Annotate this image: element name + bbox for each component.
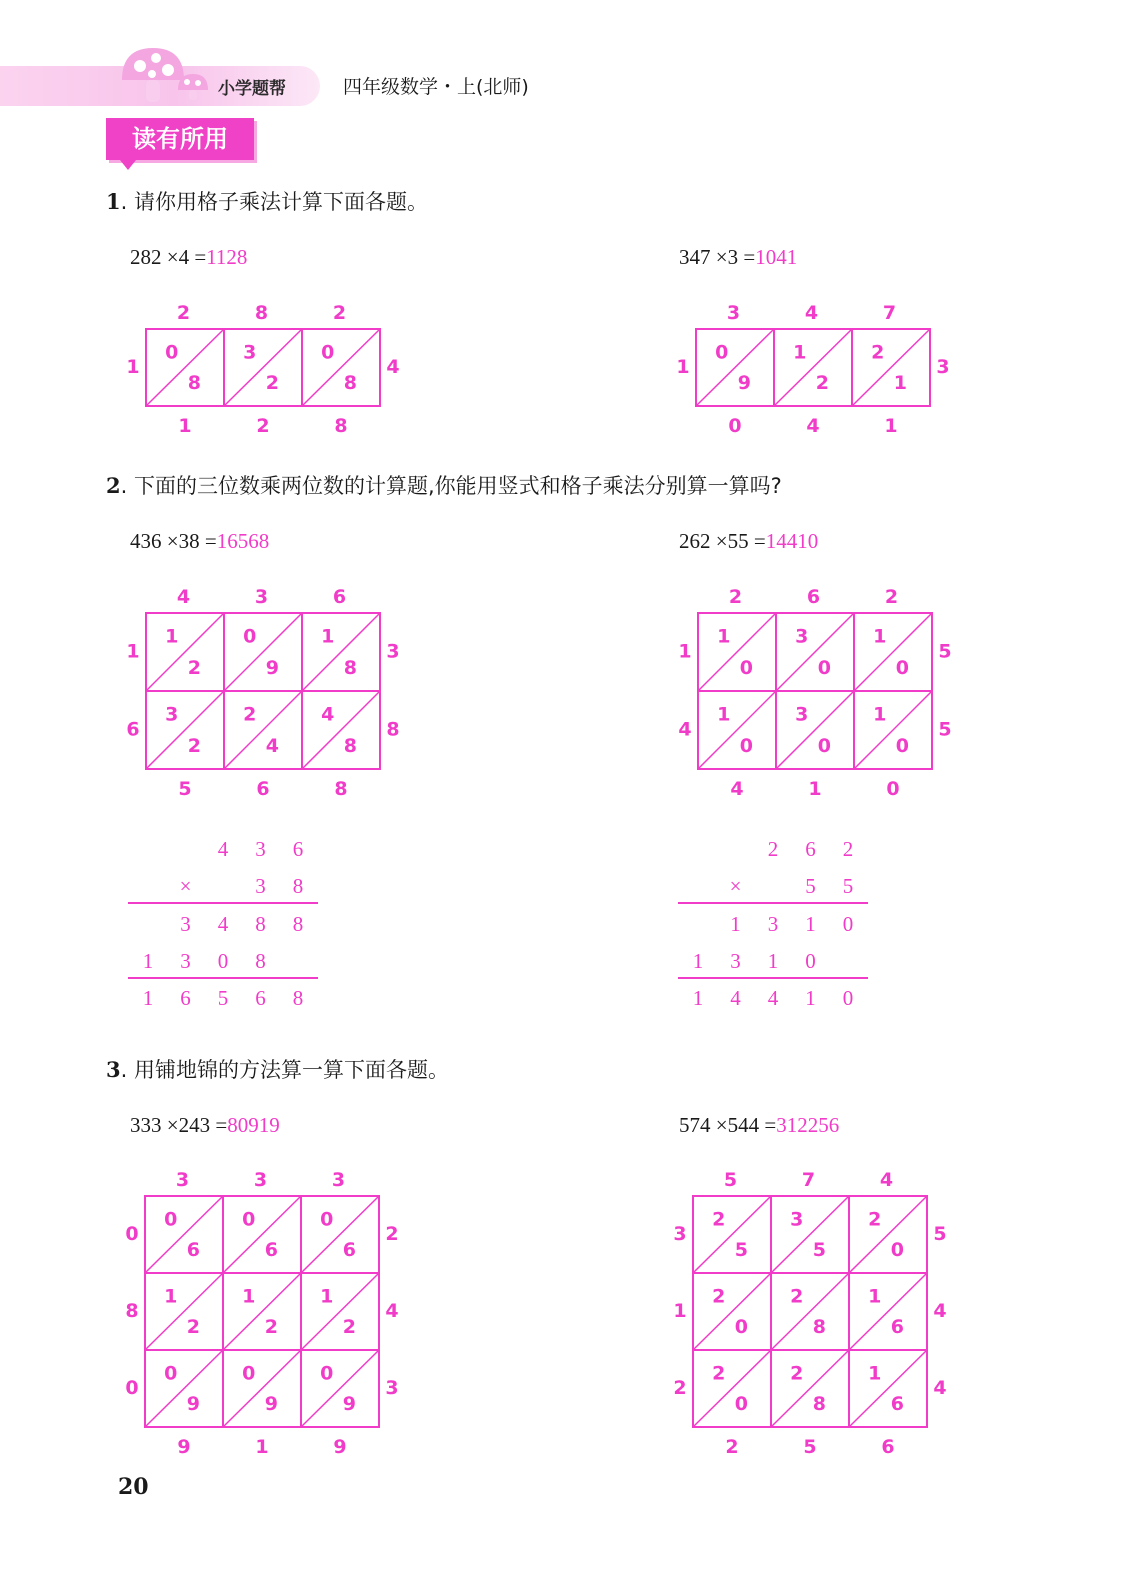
- cell-ones-digit: 8: [343, 372, 357, 395]
- partial-product-2-digit: 1: [767, 949, 779, 973]
- right-digit: 4: [386, 355, 400, 378]
- cell-ones-digit: 0: [734, 1316, 748, 1339]
- cell-diagonal: [693, 1350, 771, 1427]
- answer: 16568: [216, 529, 270, 553]
- cell-tens-digit: 4: [321, 703, 335, 726]
- top-digit: 3: [254, 586, 269, 608]
- bottom-digit: 0: [728, 415, 742, 437]
- cell-diagonal: [776, 613, 854, 691]
- right-digit: 5: [938, 640, 952, 663]
- top-digit: 3: [175, 1169, 190, 1191]
- cell-tens-digit: 2: [790, 1362, 804, 1385]
- cell-diagonal: [774, 329, 852, 406]
- cell-ones-digit: 9: [342, 1393, 356, 1416]
- cell-diagonal: [771, 1273, 849, 1350]
- cell-diagonal: [301, 1196, 379, 1273]
- question-number: 1: [106, 189, 121, 214]
- multiplier-digit: 5: [842, 874, 854, 898]
- question-3: [106, 1054, 449, 1084]
- lattice-svg: [653, 1156, 967, 1467]
- cell-diagonal: [771, 1196, 849, 1273]
- cell-diagonal: [849, 1273, 927, 1350]
- top-digit: 6: [806, 586, 821, 608]
- lattice-grid-q2-left: [106, 573, 420, 813]
- multiplier-digit: 5: [805, 874, 816, 898]
- cell-tens-digit: 1: [868, 1285, 882, 1308]
- multiplicand-digit: 6: [805, 837, 816, 861]
- bottom-digit: 8: [334, 415, 348, 437]
- cell-ones-digit: 0: [734, 1393, 748, 1416]
- expression: 574 ×544 =: [679, 1113, 777, 1137]
- partial-product-2-digit: 1: [142, 949, 154, 973]
- equation-q2-left: [130, 529, 269, 554]
- cell-diagonal: [854, 691, 932, 769]
- partial-product-1-digit: 8: [292, 912, 304, 936]
- left-digit: 4: [678, 718, 692, 741]
- cell-ones-digit: 2: [187, 656, 201, 679]
- bottom-digit: 5: [803, 1436, 817, 1458]
- lattice-grid-q3-left: [105, 1156, 419, 1471]
- lattice-svg: [106, 289, 420, 446]
- expression: 262 ×55 =: [679, 529, 766, 553]
- partial-product-1-digit: 3: [180, 912, 191, 936]
- cell-ones-digit: 8: [343, 656, 357, 679]
- left-digit: 8: [125, 1299, 139, 1322]
- partial-product-1-digit: 1: [805, 912, 816, 936]
- multiplicand-digit: 2: [767, 837, 779, 861]
- cell-tens-digit: 3: [165, 703, 179, 726]
- left-digit: 0: [125, 1376, 139, 1399]
- result-digit: 4: [767, 986, 779, 1010]
- bottom-digit: 1: [808, 778, 822, 800]
- left-digit: 6: [126, 718, 140, 741]
- result-digit: 0: [842, 986, 854, 1010]
- page-number: 20: [118, 1474, 149, 1500]
- right-digit: 5: [938, 718, 952, 741]
- cell-ones-digit: 0: [739, 656, 753, 679]
- equation-q3-right: [679, 1113, 839, 1138]
- partial-product-2-digit: 3: [180, 949, 191, 973]
- right-digit: 3: [386, 640, 400, 663]
- expression: 282 ×4 =: [130, 245, 207, 269]
- answer: 80919: [227, 1113, 280, 1137]
- cell-tens-digit: 1: [242, 1285, 256, 1308]
- cell-ones-digit: 5: [734, 1239, 748, 1262]
- cell-diagonal: [146, 613, 224, 691]
- cell-diagonal: [301, 1350, 379, 1427]
- multiplier-digit: 8: [292, 874, 304, 898]
- cell-tens-digit: 3: [795, 703, 809, 726]
- section-tag: 读有所用: [106, 118, 254, 160]
- cell-diagonal: [693, 1273, 771, 1350]
- cell-tens-digit: 2: [871, 341, 885, 364]
- cell-ones-digit: 8: [812, 1393, 826, 1416]
- cell-tens-digit: 0: [321, 341, 335, 364]
- result-digit: 4: [730, 986, 741, 1010]
- top-digit: 3: [331, 1169, 346, 1191]
- cell-tens-digit: 0: [715, 341, 729, 364]
- series-title: 小学题帮: [218, 79, 286, 99]
- cell-diagonal: [145, 1196, 223, 1273]
- left-digit: 1: [126, 355, 140, 378]
- cell-diagonal: [302, 613, 380, 691]
- cell-ones-digit: 9: [186, 1393, 200, 1416]
- cell-tens-digit: 2: [712, 1362, 726, 1385]
- top-digit: 3: [726, 302, 741, 324]
- cell-tens-digit: 1: [165, 625, 179, 648]
- book-title: 四年级数学・上(北师): [343, 76, 529, 98]
- answer: 312256: [776, 1113, 840, 1137]
- vertical-multiplication-left: [126, 830, 326, 1020]
- left-digit: 1: [678, 640, 692, 663]
- top-digit: 2: [176, 302, 191, 324]
- cell-diagonal: [849, 1350, 927, 1427]
- cell-ones-digit: 0: [817, 734, 831, 757]
- question-text: . 下面的三位数乘两位数的计算题,你能用竖式和格子乘法分别算一算吗?: [120, 474, 782, 498]
- partial-product-1-digit: 4: [217, 912, 229, 936]
- cell-diagonal: [854, 613, 932, 691]
- answer: 1041: [755, 245, 798, 269]
- top-digit: 8: [254, 302, 269, 324]
- left-digit: 1: [676, 355, 690, 378]
- top-digit: 2: [884, 586, 899, 608]
- times-sign: ×: [729, 874, 742, 898]
- top-digit: 3: [253, 1169, 268, 1191]
- lattice-svg: [106, 573, 420, 809]
- cell-ones-digit: 9: [737, 372, 751, 395]
- cell-tens-digit: 1: [320, 1285, 334, 1308]
- question-text: . 请你用格子乘法计算下面各题。: [120, 190, 428, 214]
- cell-ones-digit: 6: [890, 1393, 904, 1416]
- top-digit: 6: [332, 586, 347, 608]
- cell-ones-digit: 1: [893, 372, 907, 395]
- result-digit: 6: [180, 986, 191, 1010]
- bottom-digit: 6: [881, 1436, 895, 1458]
- bottom-digit: 6: [256, 778, 270, 800]
- right-digit: 2: [385, 1222, 399, 1245]
- cell-tens-digit: 0: [164, 1208, 178, 1231]
- top-digit: 4: [804, 302, 819, 324]
- top-digit: 5: [723, 1169, 738, 1191]
- cell-ones-digit: 0: [890, 1239, 904, 1262]
- partial-product-1-digit: 1: [730, 912, 741, 936]
- top-digit: 7: [801, 1169, 816, 1191]
- partial-product-1-digit: 3: [767, 912, 779, 936]
- cell-ones-digit: 0: [739, 734, 753, 757]
- cell-tens-digit: 0: [320, 1362, 334, 1385]
- cell-ones-digit: 2: [265, 372, 279, 395]
- cell-ones-digit: 4: [265, 734, 279, 757]
- cell-diagonal: [698, 613, 776, 691]
- right-digit: 8: [386, 718, 400, 741]
- cell-tens-digit: 1: [717, 625, 731, 648]
- cell-ones-digit: 2: [815, 372, 829, 395]
- top-digit: 7: [882, 302, 897, 324]
- cell-tens-digit: 0: [242, 1362, 256, 1385]
- cell-diagonal: [852, 329, 930, 406]
- result-digit: 6: [255, 986, 266, 1010]
- cell-diagonal: [693, 1196, 771, 1273]
- cell-tens-digit: 1: [873, 625, 887, 648]
- cell-tens-digit: 0: [164, 1362, 178, 1385]
- top-digit: 4: [176, 586, 191, 608]
- multiplicand-digit: 6: [292, 837, 304, 861]
- cell-ones-digit: 2: [264, 1316, 278, 1339]
- cell-tens-digit: 0: [165, 341, 179, 364]
- small-mushroom-icon: [176, 72, 210, 102]
- cell-ones-digit: 0: [817, 656, 831, 679]
- partial-product-2-digit: 0: [217, 949, 229, 973]
- bottom-digit: 0: [886, 778, 900, 800]
- cell-ones-digit: 6: [890, 1316, 904, 1339]
- result-digit: 8: [292, 986, 304, 1010]
- cell-diagonal: [301, 1273, 379, 1350]
- cell-ones-digit: 8: [187, 372, 201, 395]
- answer: 1128: [206, 245, 248, 269]
- partial-product-2-digit: 1: [692, 949, 704, 973]
- cell-ones-digit: 5: [812, 1239, 826, 1262]
- cell-tens-digit: 2: [712, 1285, 726, 1308]
- bottom-digit: 1: [255, 1436, 269, 1458]
- cell-diagonal: [302, 691, 380, 769]
- cell-diagonal: [771, 1350, 849, 1427]
- cell-diagonal: [696, 329, 774, 406]
- left-digit: 1: [126, 640, 140, 663]
- equation-q2-right: [679, 529, 818, 554]
- vertical-multiplication-right: [676, 830, 876, 1020]
- lattice-svg: [658, 573, 972, 809]
- times-sign: ×: [179, 874, 192, 898]
- bottom-digit: 5: [178, 778, 192, 800]
- right-digit: 4: [933, 1299, 947, 1322]
- bottom-digit: 9: [333, 1436, 347, 1458]
- cell-tens-digit: 3: [795, 625, 809, 648]
- cell-ones-digit: 2: [342, 1316, 356, 1339]
- cell-diagonal: [146, 691, 224, 769]
- partial-product-2-digit: 0: [805, 949, 816, 973]
- cell-tens-digit: 0: [242, 1208, 256, 1231]
- cell-tens-digit: 3: [243, 341, 257, 364]
- expression: 436 ×38 =: [130, 529, 217, 553]
- multiplicand-digit: 4: [217, 837, 229, 861]
- cell-ones-digit: 6: [264, 1239, 278, 1262]
- partial-product-2-digit: 8: [255, 949, 266, 973]
- lattice-grid-q2-right: [658, 573, 972, 813]
- result-digit: 1: [805, 986, 816, 1010]
- question-number: 3: [106, 1057, 121, 1082]
- top-digit: 2: [728, 586, 743, 608]
- cell-ones-digit: 0: [895, 656, 909, 679]
- cell-tens-digit: 1: [164, 1285, 178, 1308]
- cell-diagonal: [224, 691, 302, 769]
- left-digit: 2: [673, 1376, 687, 1399]
- left-digit: 3: [673, 1222, 687, 1245]
- cell-tens-digit: 1: [868, 1362, 882, 1385]
- question-text: . 用铺地锦的方法算一算下面各题。: [120, 1058, 449, 1082]
- cell-diagonal: [223, 1350, 301, 1427]
- cell-diagonal: [302, 329, 380, 406]
- partial-product-1-digit: 0: [842, 912, 854, 936]
- cell-tens-digit: 1: [873, 703, 887, 726]
- cell-tens-digit: 3: [790, 1208, 804, 1231]
- equation-q1-left: [130, 245, 247, 270]
- top-digit: 2: [332, 302, 347, 324]
- cell-diagonal: [776, 691, 854, 769]
- bottom-digit: 9: [177, 1436, 191, 1458]
- bottom-digit: 2: [256, 415, 270, 437]
- cell-tens-digit: 1: [321, 625, 335, 648]
- partial-product-1-digit: 8: [255, 912, 266, 936]
- bottom-digit: 1: [884, 415, 898, 437]
- cell-ones-digit: 6: [342, 1239, 356, 1262]
- multiplicand-digit: 3: [255, 837, 266, 861]
- equation-q3-left: [130, 1113, 280, 1138]
- right-digit: 4: [385, 1299, 399, 1322]
- cell-ones-digit: 8: [343, 734, 357, 757]
- cell-diagonal: [145, 1350, 223, 1427]
- cell-tens-digit: 1: [793, 341, 807, 364]
- cell-diagonal: [698, 691, 776, 769]
- bottom-digit: 1: [178, 415, 192, 437]
- bottom-digit: 4: [730, 778, 744, 800]
- cell-diagonal: [224, 329, 302, 406]
- bottom-digit: 2: [725, 1436, 739, 1458]
- question-2: [106, 470, 782, 500]
- question-1: [106, 186, 428, 216]
- expression: 347 ×3 =: [679, 245, 756, 269]
- lattice-svg: [105, 1156, 419, 1467]
- question-number: 2: [106, 473, 121, 498]
- cell-ones-digit: 2: [187, 734, 201, 757]
- cell-ones-digit: 2: [186, 1316, 200, 1339]
- cell-tens-digit: 2: [243, 703, 257, 726]
- result-digit: 1: [142, 986, 154, 1010]
- right-digit: 3: [936, 355, 950, 378]
- multiplicand-digit: 2: [842, 837, 854, 861]
- lattice-grid-q1-right: [656, 289, 970, 450]
- cell-diagonal: [223, 1196, 301, 1273]
- cell-tens-digit: 2: [868, 1208, 882, 1231]
- lattice-svg: [656, 289, 970, 446]
- cell-ones-digit: 0: [895, 734, 909, 757]
- cell-ones-digit: 6: [186, 1239, 200, 1262]
- cell-tens-digit: 1: [717, 703, 731, 726]
- multiplier-digit: 3: [255, 874, 266, 898]
- lattice-grid-q3-right: [653, 1156, 967, 1471]
- lattice-grid-q1-left: [106, 289, 420, 450]
- cell-diagonal: [849, 1196, 927, 1273]
- left-digit: 1: [673, 1299, 687, 1322]
- bottom-digit: 8: [334, 778, 348, 800]
- cell-ones-digit: 8: [812, 1316, 826, 1339]
- right-digit: 5: [933, 1222, 947, 1245]
- cell-tens-digit: 2: [712, 1208, 726, 1231]
- left-digit: 0: [125, 1222, 139, 1245]
- cell-tens-digit: 0: [320, 1208, 334, 1231]
- answer: 14410: [765, 529, 819, 553]
- cell-ones-digit: 9: [264, 1393, 278, 1416]
- right-digit: 3: [385, 1376, 399, 1399]
- result-digit: 1: [692, 986, 704, 1010]
- top-digit: 4: [879, 1169, 894, 1191]
- right-digit: 4: [933, 1376, 947, 1399]
- bottom-digit: 4: [806, 415, 820, 437]
- cell-diagonal: [146, 329, 224, 406]
- cell-tens-digit: 2: [790, 1285, 804, 1308]
- cell-ones-digit: 9: [265, 656, 279, 679]
- partial-product-2-digit: 3: [730, 949, 741, 973]
- equation-q1-right: [679, 245, 797, 270]
- cell-tens-digit: 0: [243, 625, 257, 648]
- cell-diagonal: [145, 1273, 223, 1350]
- expression: 333 ×243 =: [130, 1113, 228, 1137]
- cell-diagonal: [223, 1273, 301, 1350]
- result-digit: 5: [217, 986, 229, 1010]
- cell-diagonal: [224, 613, 302, 691]
